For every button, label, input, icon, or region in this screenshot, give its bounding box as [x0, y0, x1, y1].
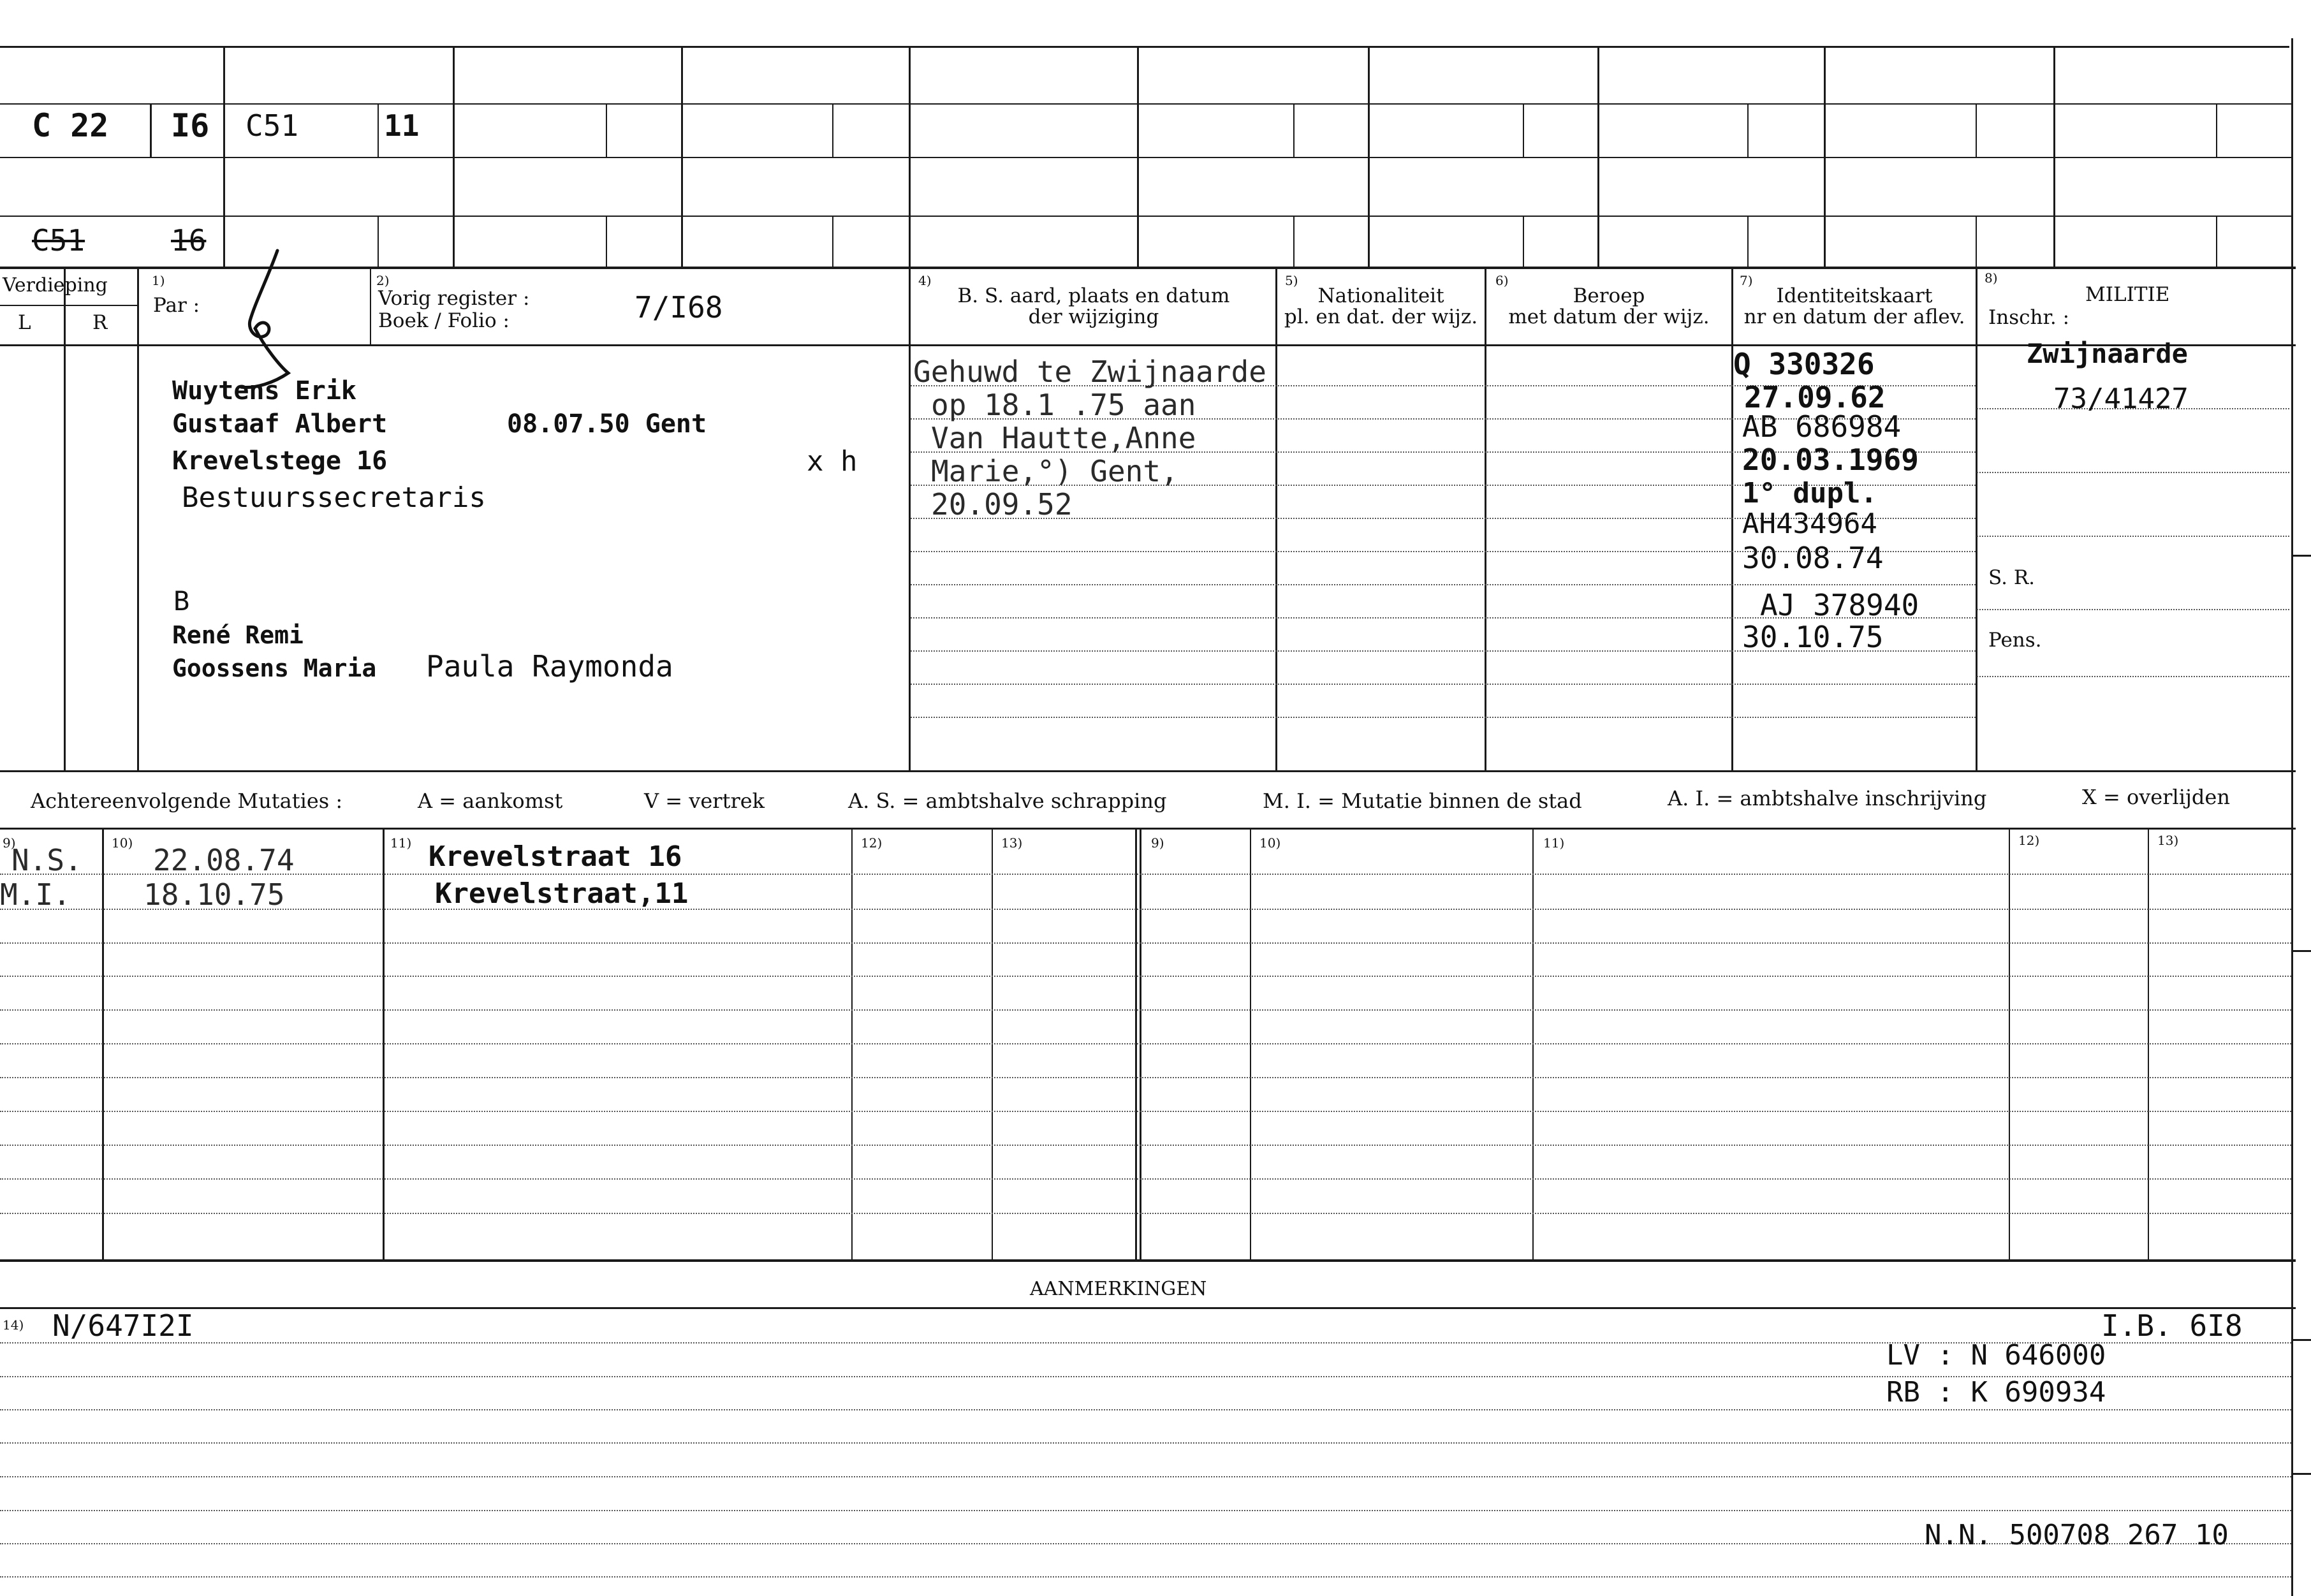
nat-label-line: Nationaliteit [1317, 284, 1444, 307]
v [2216, 103, 2217, 157]
dotted-line [1977, 472, 2289, 473]
v [1275, 269, 1277, 770]
v [150, 103, 152, 157]
dotted-line [0, 1442, 2291, 1444]
v [1747, 216, 1749, 267]
legend-as: A. S. = ambtshalve schrapping [848, 789, 1167, 813]
dotted-line [0, 1043, 2291, 1044]
code-row-rule-2 [0, 157, 2291, 158]
v [1293, 216, 1295, 267]
remarks-rule [0, 1307, 2296, 1309]
field-number: 14) [3, 1317, 24, 1333]
civil-status-line: Van Hautte,Anne [931, 421, 1196, 455]
r-label: R [92, 311, 108, 334]
field-number: 13) [1001, 835, 1023, 851]
mutations-top-rule [0, 828, 2296, 830]
code-field: 11 [384, 108, 420, 143]
inschr-label: Inschr. : [1988, 306, 2070, 329]
dotted-line [911, 717, 1976, 718]
v [2053, 46, 2055, 267]
id-card-line: 30.10.75 [1742, 620, 1884, 654]
field-number: 12) [2018, 833, 2040, 848]
field-number: 11) [1543, 835, 1565, 851]
mother-name: Goossens Maria [172, 654, 377, 682]
v [453, 46, 455, 267]
v [1731, 269, 1733, 770]
v [378, 103, 379, 157]
v [370, 269, 371, 344]
legend-a: A = aankomst [418, 789, 563, 813]
header-top-rule [0, 267, 2296, 269]
legend-x: X = overlijden [2082, 785, 2230, 809]
id-card-line: 1° dupl. [1742, 477, 1877, 509]
field-number: 7) [1740, 273, 1753, 288]
par-label: Par : [153, 294, 200, 317]
field-number: 9) [1151, 835, 1164, 851]
dotted-line [1977, 609, 2289, 610]
field-number: 13) [2157, 833, 2179, 848]
dotted-line [0, 1213, 2291, 1214]
code-field: I6 [171, 107, 210, 144]
militie-place: Zwijnaarde [2027, 338, 2188, 369]
mutations-bottom-rule [0, 1259, 2296, 1262]
civil-status-line: op 18.1 .75 aan [931, 388, 1196, 422]
field-number: 6) [1495, 273, 1509, 288]
id-card-line: AH434964 [1742, 508, 1877, 540]
field-number: 2) [376, 273, 390, 288]
v [909, 269, 911, 770]
v [1523, 103, 1524, 157]
sex-marks: x h [807, 445, 858, 478]
mutations-title: Achtereenvolgende Mutaties : [31, 789, 343, 813]
verdieping-label: Verdieping [3, 274, 108, 297]
v [606, 103, 607, 157]
v [64, 269, 66, 770]
id-card-line: 27.09.62 [1744, 380, 1886, 414]
mutation-address: Krevelstraat 16 [429, 840, 682, 873]
id-card-line: 20.03.1969 [1742, 443, 1919, 477]
field-number: 10) [1259, 835, 1281, 851]
v [378, 216, 379, 267]
dotted-line [0, 1009, 2291, 1011]
boek-folio-label: Boek / Folio : [378, 309, 510, 332]
v [1368, 46, 1370, 267]
field-number: 11) [390, 835, 412, 851]
right-border [2291, 38, 2293, 1596]
beroep-label [1486, 286, 1731, 327]
civil-status-line: 20.09.52 [931, 487, 1073, 522]
v [1747, 103, 1749, 157]
dotted-line [911, 684, 1976, 685]
v [832, 103, 833, 157]
v [1597, 46, 1599, 267]
v [1976, 216, 1977, 267]
nat-label-line: pl. en dat. der wijz. [1284, 305, 1478, 328]
id-label-line: nr en datum der aflev. [1743, 305, 1965, 328]
id-card-line: Q 330326 [1733, 347, 1875, 381]
margin-tick [2291, 1473, 2311, 1475]
mutation-date: 18.10.75 [143, 877, 285, 912]
dotted-line [0, 1476, 2291, 1477]
legend-v: V = vertrek [644, 789, 765, 813]
beroep-label-line: met datum der wijz. [1508, 305, 1710, 328]
header-bottom-rule [0, 344, 2296, 346]
dotted-line [0, 1145, 2291, 1146]
militie-number: 73/41427 [2053, 383, 2189, 415]
mutation-type: N.S. [11, 843, 82, 877]
v [681, 46, 683, 267]
id-card-line: AJ 378940 [1760, 588, 1919, 622]
civil-status-line: Gehuwd te Zwijnaarde [913, 355, 1266, 389]
code-row-rule-3 [0, 216, 2291, 217]
remarks-code: N/647I2I [52, 1308, 194, 1343]
v [1137, 46, 1139, 267]
person-occupation: Bestuurssecretaris [182, 481, 486, 514]
vorig-register-label: Vorig register : [378, 287, 530, 310]
mutation-date: 22.08.74 [153, 843, 295, 877]
mother-extra-names: Paula Raymonda [426, 649, 673, 684]
l-label: L [18, 311, 31, 334]
field-number: 5) [1285, 273, 1298, 288]
bs-label-line: B. S. aard, plaats en datum [957, 284, 1230, 307]
bs-label [912, 286, 1275, 327]
dotted-line [0, 942, 2291, 944]
dotted-line [0, 874, 2291, 875]
field-number: 1) [152, 273, 165, 288]
v [832, 216, 833, 267]
identiteitskaart-label [1733, 286, 1976, 327]
v [606, 216, 607, 267]
dotted-line [0, 1077, 2291, 1078]
field-number: 9) [3, 835, 16, 851]
remarks-ib: I.B. 6I8 [2101, 1308, 2243, 1343]
top-rule [0, 46, 2289, 48]
mutation-address: Krevelstraat,11 [435, 877, 689, 910]
person-surname: Wuytens Erik [172, 376, 356, 406]
id-label-line: Identiteitskaart [1776, 284, 1933, 307]
civil-status-line: Marie,°) Gent, [931, 454, 1178, 488]
field-number: 12) [861, 835, 883, 851]
v [2216, 216, 2217, 267]
margin-tick [2291, 555, 2311, 557]
dotted-line [0, 1111, 2291, 1112]
v [1976, 103, 1977, 157]
legend-mi: M. I. = Mutatie binnen de stad [1263, 789, 1582, 813]
person-given-names: Gustaaf Albert [172, 409, 388, 439]
margin-tick [2291, 950, 2311, 952]
mutation-type: M.I. [0, 877, 71, 912]
code-field: C51 [246, 108, 299, 143]
dotted-line [0, 1178, 2291, 1180]
id-card-line: 30.08.74 [1742, 541, 1884, 575]
nationaliteit-label [1277, 286, 1485, 327]
field-number: 8) [1985, 270, 1998, 286]
person-birth: 08.07.50 Gent [507, 409, 707, 439]
lr-split-rule [0, 305, 137, 306]
militie-label: MILITIE [2085, 283, 2170, 306]
sr-label: S. R. [1988, 566, 2036, 589]
v [1293, 103, 1295, 157]
dotted-line [0, 976, 2291, 977]
legend-ai: A. I. = ambtshalve inschrijving [1668, 786, 1987, 810]
dotted-line [0, 1576, 2291, 1578]
code-row-rule-1 [0, 103, 2291, 105]
v [1485, 269, 1486, 770]
dotted-line [1977, 536, 2289, 537]
beroep-label-line: Beroep [1573, 284, 1645, 307]
v [1824, 46, 1826, 267]
code-field: C 22 [32, 107, 109, 144]
field-number: 10) [112, 835, 133, 851]
remarks-rb: RB : K 690934 [1886, 1376, 2106, 1409]
remarks-title: AANMERKINGEN [1030, 1278, 1207, 1300]
old-code-field: C51 [32, 223, 85, 258]
main-bottom-rule [0, 770, 2296, 772]
remarks-lv: LV : N 646000 [1886, 1339, 2106, 1372]
remarks-nn: N.N. 500708 267 10 [1925, 1519, 2229, 1551]
v [1976, 269, 1977, 770]
dotted-line [0, 1409, 2291, 1410]
dotted-line [1977, 676, 2289, 677]
b-mark: B [173, 585, 190, 617]
dotted-line [0, 1510, 2291, 1511]
v [137, 269, 139, 770]
dotted-line [0, 909, 2291, 910]
father-name: René Remi [172, 621, 304, 649]
old-code-field: 16 [171, 223, 207, 258]
boek-folio-value: 7/I68 [635, 290, 723, 325]
bs-label-line: der wijziging [1028, 305, 1159, 328]
id-card-line: AB 686984 [1742, 409, 1902, 444]
v [909, 46, 911, 267]
v [1523, 216, 1524, 267]
field-number: 4) [918, 273, 932, 288]
person-address: Krevelstege 16 [172, 446, 388, 476]
signature-scribble [230, 245, 306, 392]
margin-tick [2291, 1339, 2311, 1341]
dotted-line [911, 584, 1976, 585]
pens-label: Pens. [1988, 629, 2042, 652]
v [223, 46, 225, 267]
